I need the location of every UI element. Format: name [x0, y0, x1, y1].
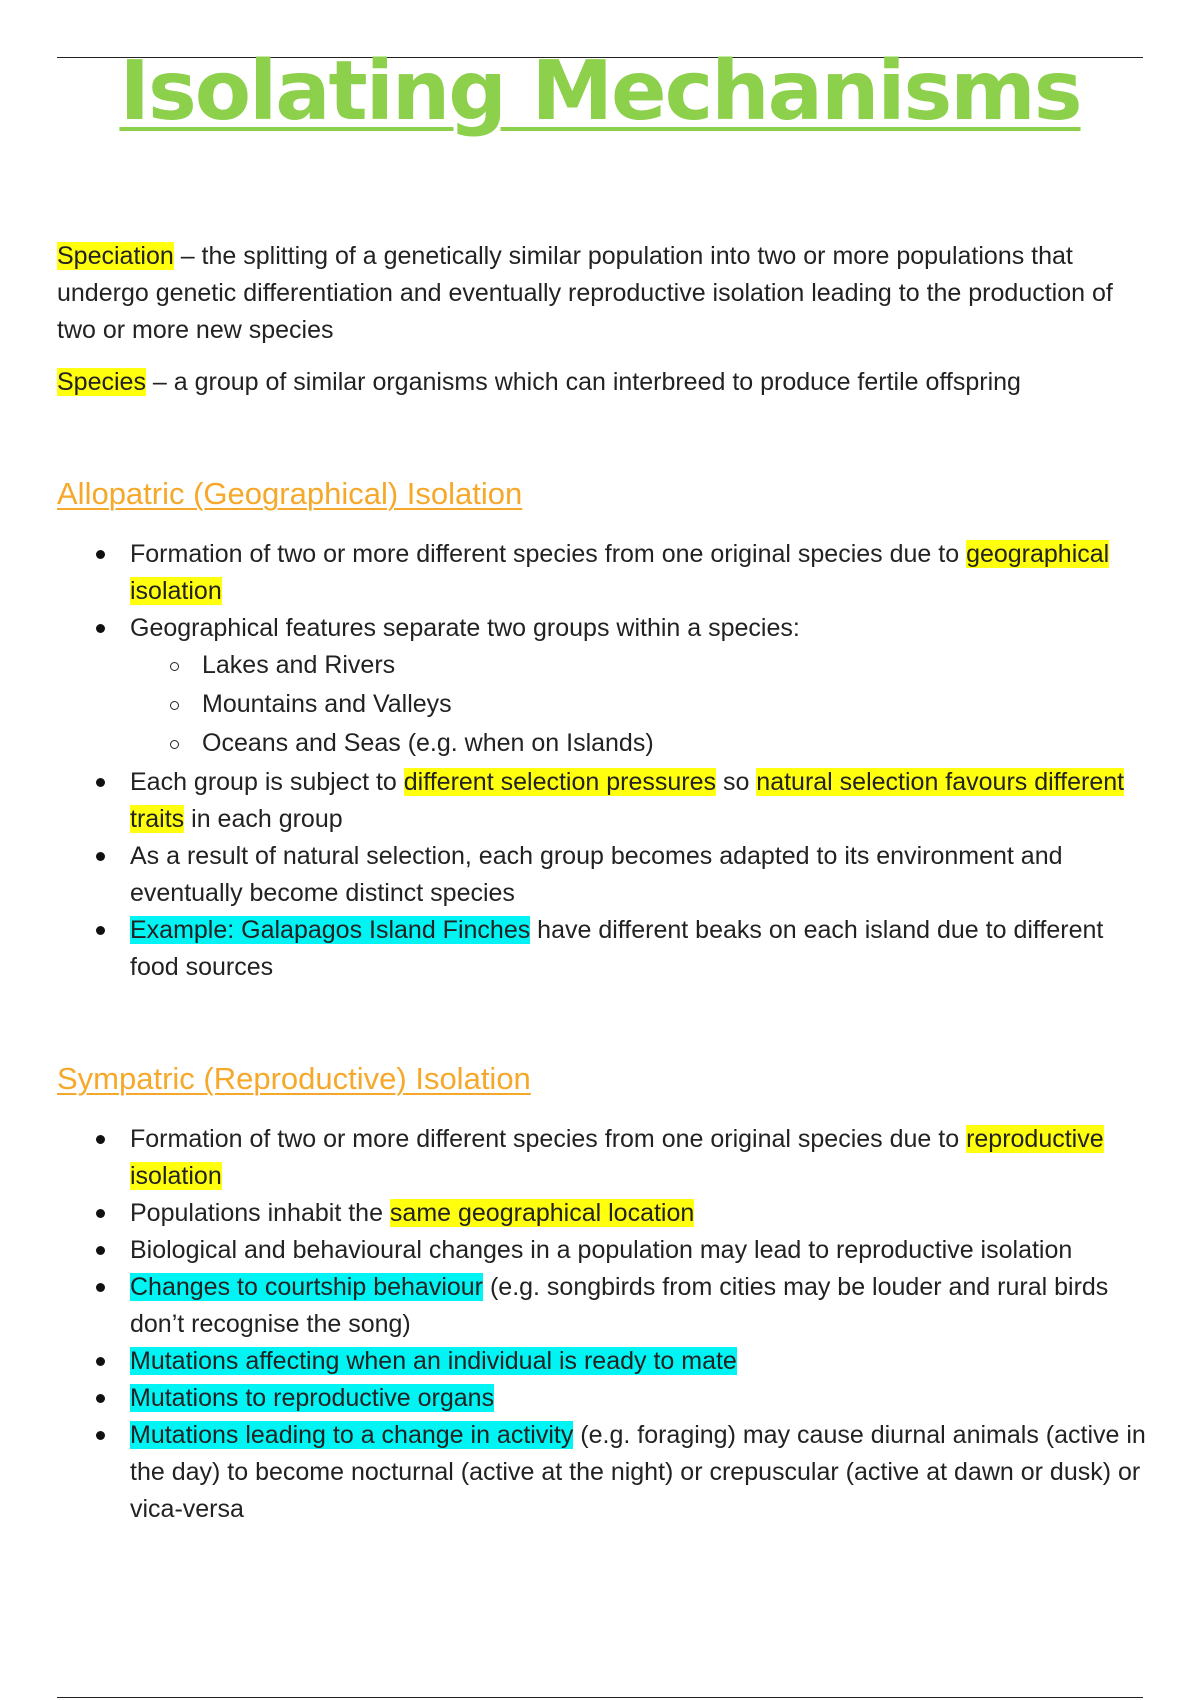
highlight: Mutations to reproductive organs	[130, 1384, 495, 1412]
heading-sympatric: Sympatric (Reproductive) Isolation	[57, 1061, 531, 1096]
list-item: Mutations leading to a change in activity (e.g. foraging) may cause diurnal animals (active in the day) to become nocturnal (active at the night) or crepuscular (active at dawn or dusk) or vica-versa	[57, 1417, 1157, 1528]
allopatric-list	[57, 536, 1157, 986]
list-item: Each group is subject to different selection pressures so natural selection favours different traits in each group	[57, 764, 1157, 838]
list-item: Populations inhabit the same geographical location	[57, 1195, 1157, 1232]
highlight: different selection pressures	[403, 768, 716, 796]
highlight: same geographical location	[389, 1199, 695, 1227]
heading-allopatric: Allopatric (Geographical) Isolation	[57, 476, 523, 511]
definition-speciation-text: – the splitting of a genetically similar population into two or more populations that undergo genetic differentiation and eventually reproductive isolation leading to the production of two or more new species	[57, 242, 1113, 344]
list-item	[57, 1380, 1157, 1417]
highlight: reproductive isolation	[130, 1125, 1104, 1190]
highlight: natural selection favours different traits	[130, 768, 1125, 833]
highlight: Changes to courtship behaviour	[130, 1273, 484, 1301]
term-speciation: Speciation	[57, 242, 174, 270]
bottom-rule	[57, 1697, 1143, 1698]
highlight: geographical isolation	[130, 540, 1110, 605]
highlight: Mutations leading to a change in activity	[130, 1421, 574, 1449]
sub-list-item: Mountains and Valleys	[130, 686, 1157, 723]
list-item: Geographical features separate two groups within a species: Lakes and Rivers Mountains and Valleys Oceans and Seas (e.g. when on Islands)	[57, 610, 1157, 762]
list-item: Changes to courtship behaviour (e.g. songbirds from cities may be louder and rural birds don’t recognise the song)	[57, 1269, 1157, 1343]
list-item	[57, 1343, 1157, 1380]
sub-list	[130, 647, 1157, 762]
document-title: Isolating Mechanisms	[119, 44, 1081, 139]
term-species: Species	[57, 368, 146, 396]
list-item: Example: Galapagos Island Finches have different beaks on each island due to different food sources	[57, 912, 1157, 986]
sub-list-item: Lakes and Rivers	[130, 647, 1157, 684]
highlight: Mutations affecting when an individual is ready to mate	[130, 1347, 737, 1375]
highlight: Example: Galapagos Island Finches	[130, 916, 531, 944]
list-item: Formation of two or more different species from one original species due to geographical isolation	[57, 536, 1157, 610]
sub-list-item: Oceans and Seas (e.g. when on Islands)	[130, 725, 1157, 762]
definition-species	[57, 364, 1147, 401]
definition-speciation	[57, 238, 1147, 349]
sympatric-list	[57, 1121, 1157, 1528]
definition-species-text: – a group of similar organisms which can interbreed to produce fertile offspring	[145, 368, 1021, 396]
list-item: As a result of natural selection, each group becomes adapted to its environment and eventually become distinct species	[57, 838, 1157, 912]
list-item: Biological and behavioural changes in a population may lead to reproductive isolation	[57, 1232, 1157, 1269]
list-item: Formation of two or more different species from one original species due to reproductive isolation	[57, 1121, 1157, 1195]
